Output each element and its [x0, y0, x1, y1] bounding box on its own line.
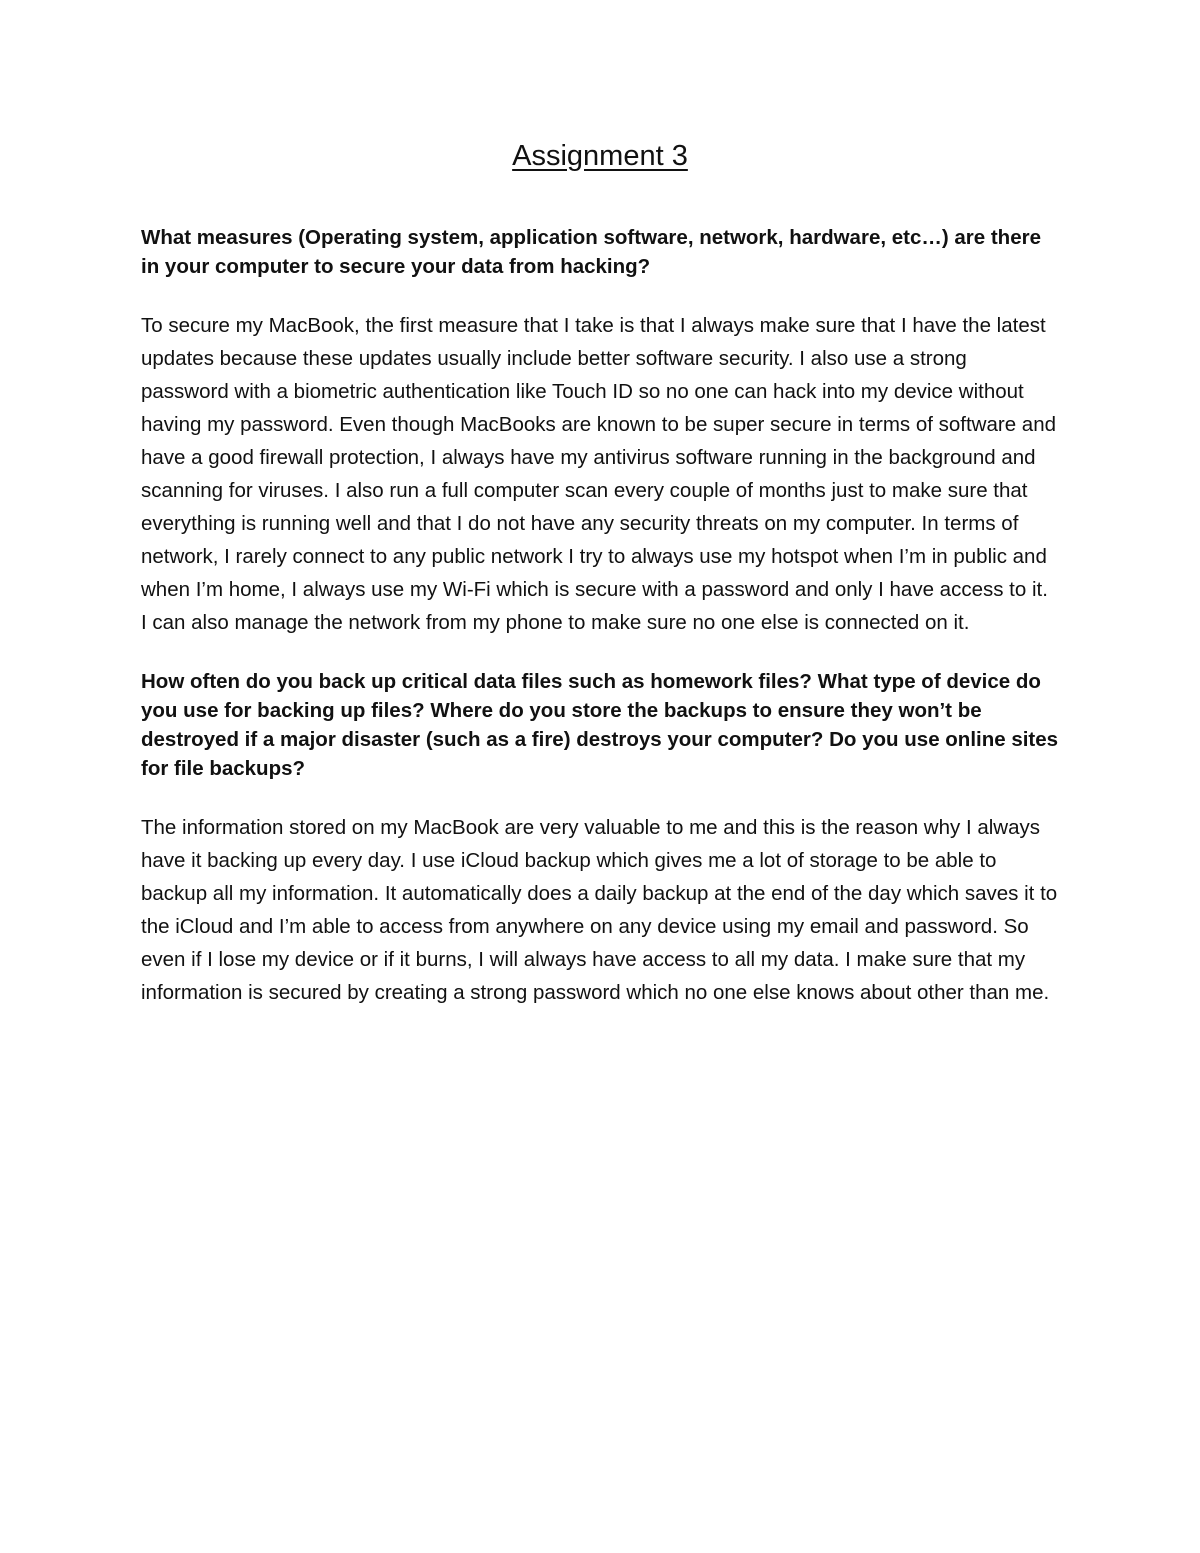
document-title: Assignment 3 — [512, 140, 688, 172]
answer-1: To secure my MacBook, the first measure that I take is that I always make sure that I have the latest updates because these updates usually include better software security. I also use a strong password with a biometric authentication like Touch ID so no one can hack into my device without having my password. Even though MacBooks are known to be super secure in terms of software and have a good firewall protection, I always have my antivirus software running in the background and scanning for viruses. I also run a full computer scan every couple of months just to make sure that everything is running well and that I do not have any security threats on my computer. In terms of network, I rarely connect to any public network I try to always use my hotspot when I’m in public and when I’m home, I always use my Wi-Fi which is secure with a password and only I have access to it. I can also manage the network from my phone to make sure no one else is connected on it. — [141, 314, 1057, 634]
question-1: What measures (Operating system, application software, network, hardware, etc…) are there in your computer to secure your data from hacking? — [141, 226, 1041, 278]
document-body — [141, 140, 1059, 1037]
question-2: How often do you back up critical data files such as homework files? What type of device do you use for backing up files? Where do you store the backups to ensure they won’t be destroyed if a major disaster (such as a fire) destroys your computer? Do you use online sites for file backups? — [141, 670, 1059, 780]
answer-2: The information stored on my MacBook are very valuable to me and this is the reason why I always have it backing up every day. I use iCloud backup which gives me a lot of storage to be able to backup all my information. It automatically does a daily backup at the end of the day which saves it to the iCloud and I’m able to access from anywhere on any device using my email and password. So even if I lose my device or if it burns, I will always have access to all my data. I make sure that my information is secured by creating a strong password which no one else knows about other than me. — [141, 816, 1058, 1004]
